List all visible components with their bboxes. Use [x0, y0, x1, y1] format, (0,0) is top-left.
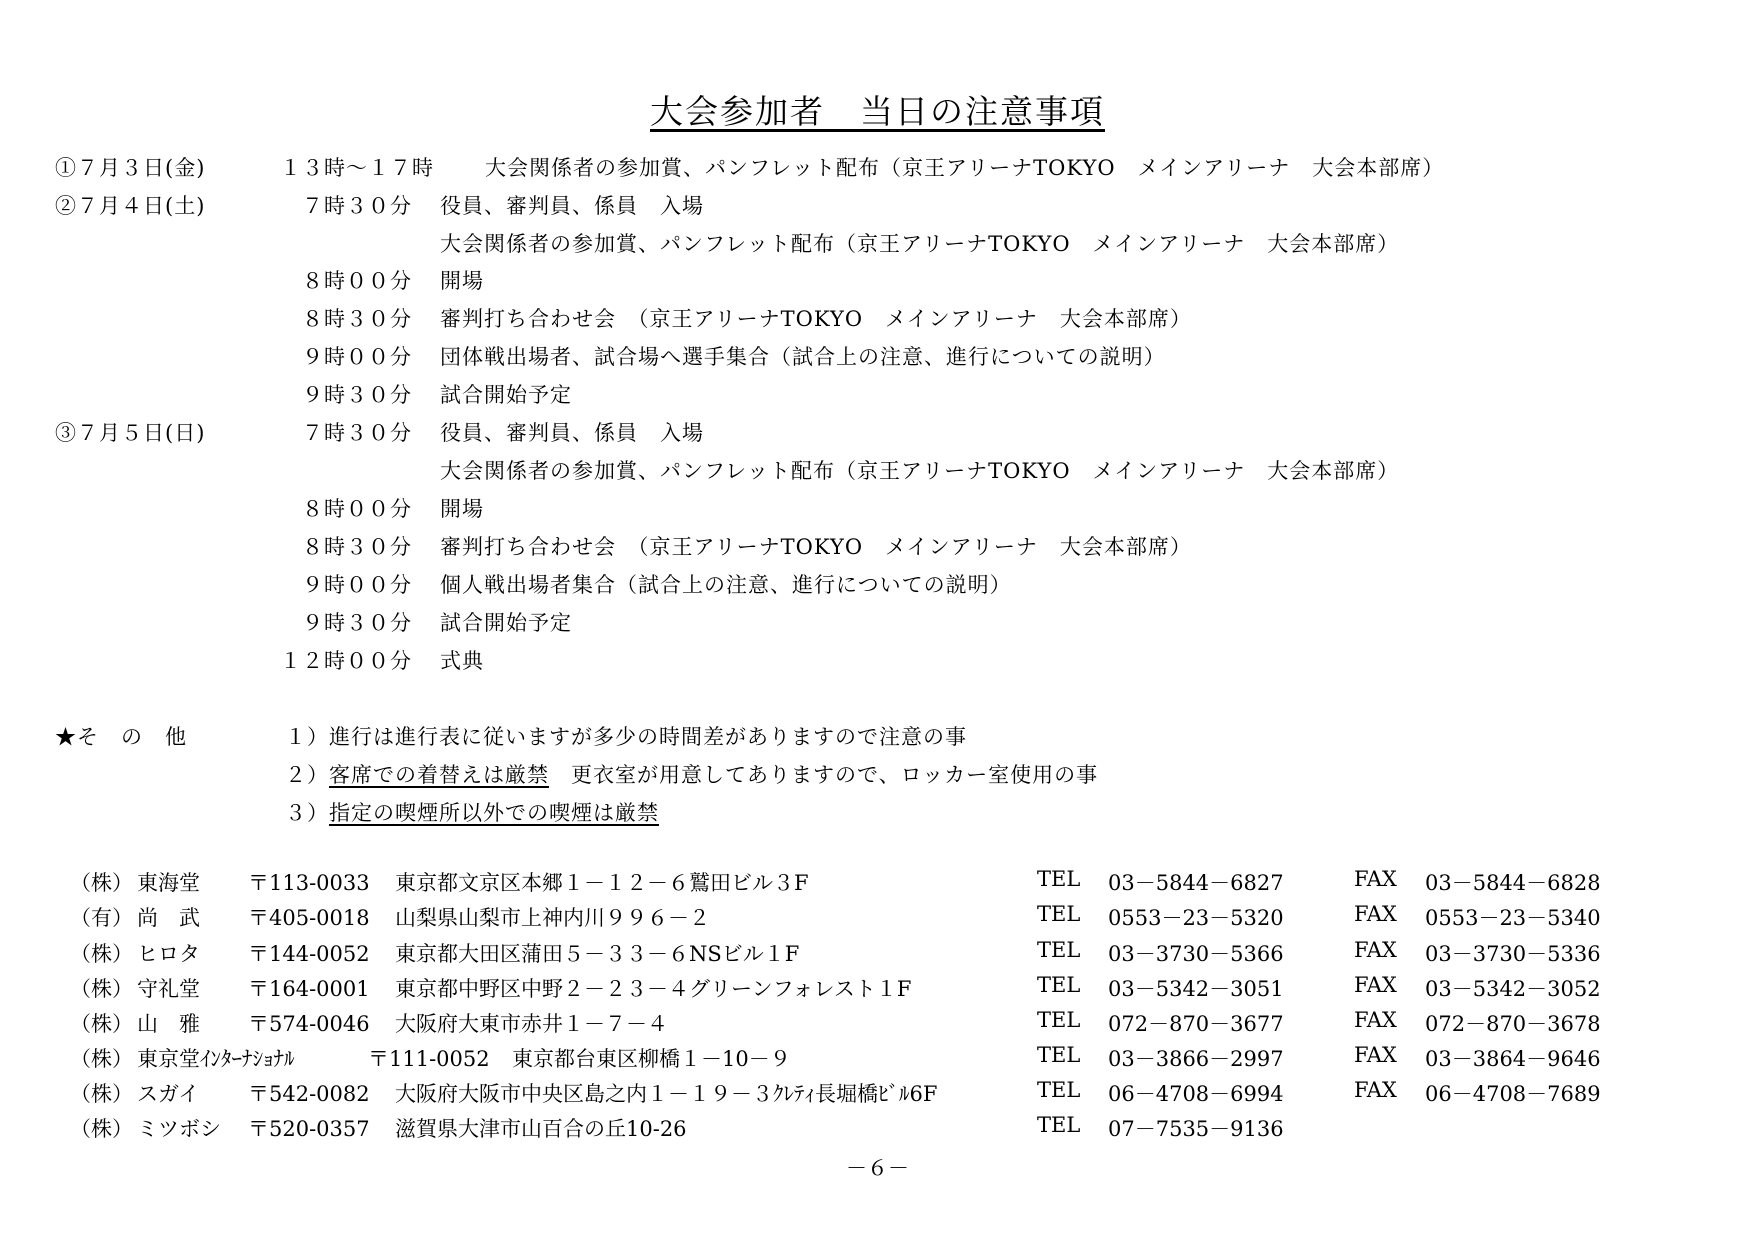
company-address: 山梨県山梨市上神内川９９６－２	[395, 906, 710, 930]
schedule-time: ７時３０分	[302, 421, 412, 445]
company-zip: 〒405-0018	[248, 906, 370, 930]
tel-number: 072－870－3677	[1108, 1012, 1284, 1036]
company-type: （株）	[70, 942, 133, 966]
company-row	[0, 1078, 1755, 1108]
schedule-time: ８時００分	[302, 269, 412, 293]
misc-item-text: 進行は進行表に従いますが多少の時間差がありますので注意の事	[329, 725, 967, 749]
company-address: 大阪府大東市赤井１－７－４	[395, 1012, 668, 1036]
tel-number: 03－3866－2997	[1108, 1047, 1284, 1071]
company-name: 尚 武	[137, 906, 200, 930]
fax-number: 03－5844－6828	[1425, 871, 1601, 895]
fax-label: FAX	[1354, 867, 1397, 891]
fax-label: FAX	[1354, 1078, 1397, 1102]
fax-number: 03－5342－3052	[1425, 977, 1601, 1001]
tel-label: TEL	[1037, 1043, 1081, 1067]
company-zip: 〒113-0033	[248, 871, 370, 895]
schedule-desc: 開場	[440, 269, 484, 293]
schedule-desc: 役員、審判員、係員 入場	[440, 194, 704, 218]
schedule-desc: 個人戦出場者集合（試合上の注意、進行についての説明）	[440, 573, 1012, 597]
tel-label: TEL	[1037, 973, 1081, 997]
company-zip: 〒164-0001	[248, 977, 370, 1001]
company-type: （株）	[70, 1082, 133, 1106]
company-name: 東京堂ｲﾝﾀｰﾅｼｮﾅﾙ	[137, 1047, 295, 1071]
misc-item-underlined: 客席での着替えは厳禁	[329, 763, 549, 787]
company-address: 東京都中野区中野２－２３－４グリーンフォレスト１F	[395, 977, 912, 1001]
schedule-desc: 開場	[440, 497, 484, 521]
company-name: スガイ	[137, 1082, 200, 1106]
tel-number: 06－4708－6994	[1108, 1082, 1284, 1106]
schedule-desc: 試合開始予定	[440, 383, 572, 407]
company-row	[0, 1043, 1755, 1073]
company-row	[0, 867, 1755, 897]
company-zip: 〒542-0082	[248, 1082, 370, 1106]
company-address: 滋賀県大津市山百合の丘10-26	[395, 1117, 687, 1141]
schedule-time: ８時００分	[302, 497, 412, 521]
fax-label: FAX	[1354, 1043, 1397, 1067]
tel-number: 03－5342－3051	[1108, 977, 1284, 1001]
company-row	[0, 1113, 1755, 1143]
schedule-time: ９時００分	[302, 573, 412, 597]
tel-label: TEL	[1037, 902, 1081, 926]
company-name: 守礼堂	[137, 977, 200, 1001]
tel-label: TEL	[1037, 938, 1081, 962]
fax-label: FAX	[1354, 973, 1397, 997]
tel-label: TEL	[1037, 1078, 1081, 1102]
company-type: （株）	[70, 1117, 133, 1141]
company-zip: 〒111-0052	[368, 1047, 490, 1071]
misc-item-number: ２）	[285, 763, 329, 787]
schedule-desc: 大会関係者の参加賞、パンフレット配布（京王アリーナTOKYO メインアリーナ 大会本部席）	[440, 459, 1400, 483]
company-type: （株）	[70, 871, 133, 895]
company-zip: 〒574-0046	[248, 1012, 370, 1036]
schedule-desc: 審判打ち合わせ会 （京王アリーナTOKYO メインアリーナ 大会本部席）	[440, 535, 1192, 559]
fax-number: 0553－23－5340	[1425, 906, 1601, 930]
schedule-time: ９時００分	[302, 345, 412, 369]
company-type: （株）	[70, 1012, 133, 1036]
fax-label: FAX	[1354, 1008, 1397, 1032]
page-number: －６－	[846, 1156, 909, 1180]
misc-item-number: １）	[285, 725, 329, 749]
company-row	[0, 938, 1755, 968]
schedule-desc: 大会関係者の参加賞、パンフレット配布（京王アリーナTOKYO メインアリーナ 大会本部席）	[440, 232, 1400, 256]
company-row	[0, 1008, 1755, 1038]
schedule-desc: 審判打ち合わせ会 （京王アリーナTOKYO メインアリーナ 大会本部席）	[440, 307, 1192, 331]
schedule-time: ８時３０分	[302, 307, 412, 331]
schedule-day: ③７月５日(日)	[55, 421, 206, 445]
company-zip: 〒144-0052	[248, 942, 370, 966]
company-type: （株）	[70, 977, 133, 1001]
fax-number: 03－3864－9646	[1425, 1047, 1601, 1071]
schedule-desc: 大会関係者の参加賞、パンフレット配布（京王アリーナTOKYO メインアリーナ 大会本部席）	[485, 156, 1445, 180]
schedule-desc: 式典	[440, 649, 484, 673]
company-name: 東海堂	[137, 871, 200, 895]
misc-item-text: 更衣室が用意してありますので、ロッカー室使用の事	[549, 763, 1099, 787]
company-type: （株）	[70, 1047, 133, 1071]
schedule-time: ９時３０分	[302, 383, 412, 407]
fax-number: 06－4708－7689	[1425, 1082, 1601, 1106]
misc-item	[285, 797, 659, 827]
schedule-desc: 役員、審判員、係員 入場	[440, 421, 704, 445]
schedule-desc: 試合開始予定	[440, 611, 572, 635]
schedule-desc: 団体戦出場者、試合場へ選手集合（試合上の注意、進行についての説明）	[440, 345, 1166, 369]
misc-label: ★そ の 他	[55, 725, 187, 749]
company-address: 大阪府大阪市中央区島之内１－１９－３ｸﾚﾃｨ長堀橋ﾋﾞﾙ6F	[395, 1082, 938, 1106]
schedule-day: ②７月４日(土)	[55, 194, 206, 218]
company-type: （有）	[70, 906, 133, 930]
company-zip: 〒520-0357	[248, 1117, 370, 1141]
schedule-day: ①７月３日(金)	[55, 156, 206, 180]
tel-label: TEL	[1037, 867, 1081, 891]
tel-number: 03－5844－6827	[1108, 871, 1284, 895]
schedule-time: １２時００分	[280, 649, 412, 673]
company-row	[0, 973, 1755, 1003]
tel-number: 0553－23－5320	[1108, 906, 1284, 930]
schedule-time: ８時３０分	[302, 535, 412, 559]
schedule-time: ９時３０分	[302, 611, 412, 635]
misc-item-number: ３）	[285, 801, 329, 825]
company-name: ヒロタ	[137, 942, 200, 966]
tel-number: 03－3730－5366	[1108, 942, 1284, 966]
tel-number: 07－7535－9136	[1108, 1117, 1284, 1141]
schedule-time: ７時３０分	[302, 194, 412, 218]
fax-label: FAX	[1354, 902, 1397, 926]
misc-item	[285, 759, 1098, 789]
company-address: 東京都文京区本郷１－１２－６鷲田ビル３F	[395, 871, 809, 895]
fax-label: FAX	[1354, 938, 1397, 962]
company-address: 東京都大田区蒲田５－３３－６NSビル１F	[395, 942, 800, 966]
misc-item	[285, 721, 967, 751]
company-address: 東京都台東区柳橋１－10－９	[512, 1047, 791, 1071]
company-name: ミツボシ	[137, 1117, 221, 1141]
schedule-time: １３時～１７時	[280, 156, 434, 180]
fax-number: 03－3730－5336	[1425, 942, 1601, 966]
fax-number: 072－870－3678	[1425, 1012, 1601, 1036]
misc-item-underlined: 指定の喫煙所以外での喫煙は厳禁	[329, 801, 659, 825]
company-row	[0, 902, 1755, 932]
tel-label: TEL	[1037, 1113, 1081, 1137]
page-title: 大会参加者 当日の注意事項	[650, 92, 1105, 131]
tel-label: TEL	[1037, 1008, 1081, 1032]
company-name: 山 雅	[137, 1012, 200, 1036]
